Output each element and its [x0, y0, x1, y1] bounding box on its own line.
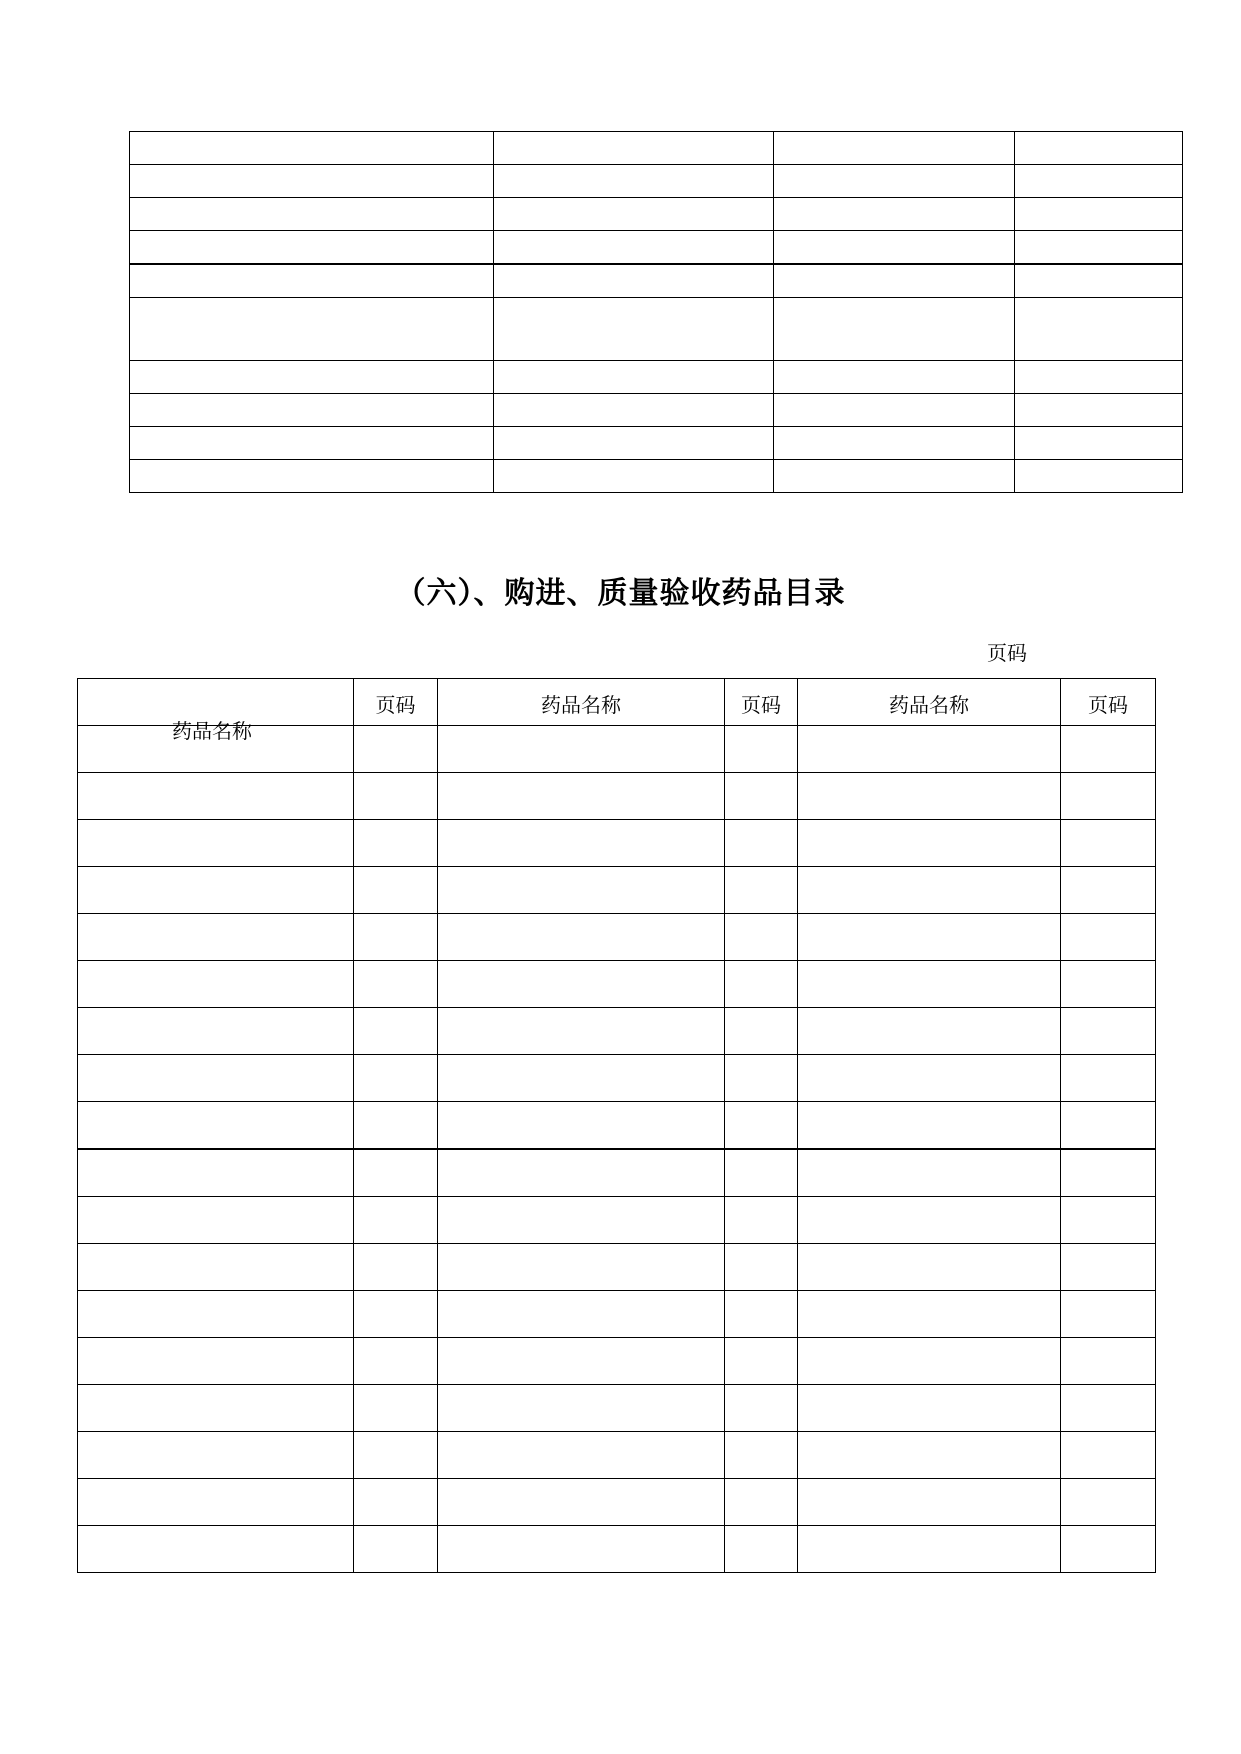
column-header-drug-name: 药品名称	[798, 679, 1061, 726]
table-row	[130, 427, 1183, 460]
table-row	[130, 361, 1183, 394]
table-row	[78, 1479, 1156, 1526]
table-row	[130, 394, 1183, 427]
column-header-page: 页码	[354, 679, 438, 726]
table-row	[130, 460, 1183, 493]
table-row	[130, 198, 1183, 231]
table-row	[130, 132, 1183, 165]
table-row	[78, 1338, 1156, 1385]
column-header-page: 页码	[1061, 679, 1156, 726]
table-row	[78, 1008, 1156, 1055]
table-row	[78, 1244, 1156, 1291]
column-header-page: 页码	[725, 679, 798, 726]
page-label: 页码	[987, 641, 1027, 665]
table-row	[78, 914, 1156, 961]
table-row	[78, 820, 1156, 867]
table-row	[130, 264, 1183, 298]
table-row	[78, 773, 1156, 820]
table-row	[78, 1385, 1156, 1432]
table-row	[78, 867, 1156, 914]
column-header-drug-name: 药品名称	[78, 679, 354, 726]
section-title: （六）、购进、质量验收药品目录	[395, 576, 846, 611]
table-row	[78, 1291, 1156, 1338]
table-row	[130, 165, 1183, 198]
table-row	[130, 298, 1183, 361]
table-header-row	[78, 679, 1156, 726]
drug-index-table	[77, 678, 1156, 1573]
table-row	[78, 961, 1156, 1008]
column-header-drug-name: 药品名称	[438, 679, 725, 726]
top-table	[129, 131, 1183, 493]
table-row	[78, 1432, 1156, 1479]
table-row	[130, 231, 1183, 265]
table-row	[78, 1102, 1156, 1150]
table-row	[78, 1526, 1156, 1573]
table-row	[78, 1197, 1156, 1244]
table-row	[78, 1055, 1156, 1102]
table-row	[78, 1149, 1156, 1197]
